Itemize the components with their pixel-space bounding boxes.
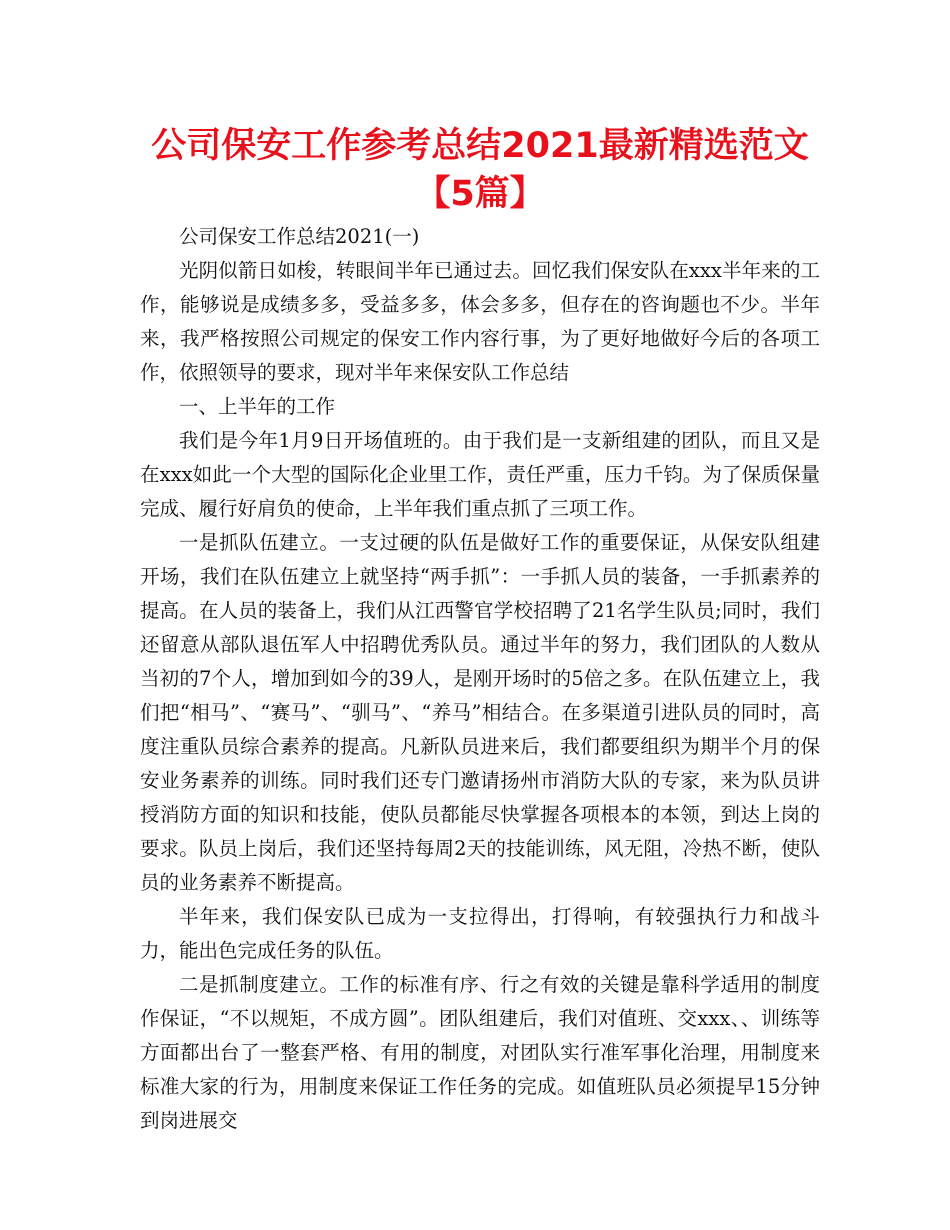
- document-page: [140, 122, 820, 1138]
- paragraph-subtitle: 公司保安工作总结2021(一): [179, 225, 420, 248]
- paragraph: 半年来，我们保安队已成为一支拉得出，打得响，有较强执行力和战斗力，能出色完成任务的队伍。: [140, 905, 820, 962]
- section-heading: 一、上半年的工作: [179, 395, 336, 418]
- paragraph: 二是抓制度建立。工作的标准有序、行之有效的关键是靠科学适用的制度作保证，“不以规矩，不成方圆”。团队组建后，我们对值班、交xxx、、训练等方面都出台了一整套严格、有用的制度，对团队实行准军事化治理，用制度来标准大家的行为，用制度来保证工作任务的完成。如值班队员必须提早15分钟到岗进展交: [140, 973, 820, 1132]
- paragraph: 一是抓队伍建立。一支过硬的队伍是做好工作的重要保证，从保安队组建开场，我们在队伍建立上就坚持“两手抓”：一手抓人员的装备，一手抓素养的提高。在人员的装备上，我们从江西警官学校招聘了21名学生队员;同时，我们还留意从部队退伍军人中招聘优秀队员。通过半年的努力，我们团队的人数从当初的7个人，增加到如今的39人，是刚开场时的5倍之多。在队伍建立上，我们把“相马”、“赛马”、“驯马”、“养马”相结合。在多渠道引进队员的同时，高度注重队员综合素养的提高。凡新队员进来后，我们都要组织为期半个月的保安业务素养的训练。同时我们还专门邀请扬州市消防大队的专家，来为队员讲授消防方面的知识和技能，使队员都能尽快掌握各项根本的本领，到达上岗的要求。队员上岗后，我们还坚持每周2天的技能训练，风无阻，冷热不断，使队员的业务素养不断提高。: [140, 531, 820, 894]
- paragraph: 我们是今年1月9日开场值班的。由于我们是一支新组建的团队，而且又是在xxx如此一个大型的国际化企业里工作，责任严重，压力千钧。为了保质保量完成、履行好肩负的使命，上半年我们重点抓了三项工作。: [140, 429, 820, 520]
- paragraph: 光阴似箭日如梭，转眼间半年已通过去。回忆我们保安队在xxx半年来的工作，能够说是成绩多多，受益多多，体会多多，但存在的咨询题也不少。半年来，我严格按照公司规定的保安工作内容行事，为了更好地做好今后的各项工作，依照领导的要求，现对半年来保安队工作总结: [140, 259, 820, 384]
- document-body: [140, 220, 820, 1138]
- document-title: 公司保安工作参考总结2021最新精选范文【5篇】: [151, 126, 809, 214]
